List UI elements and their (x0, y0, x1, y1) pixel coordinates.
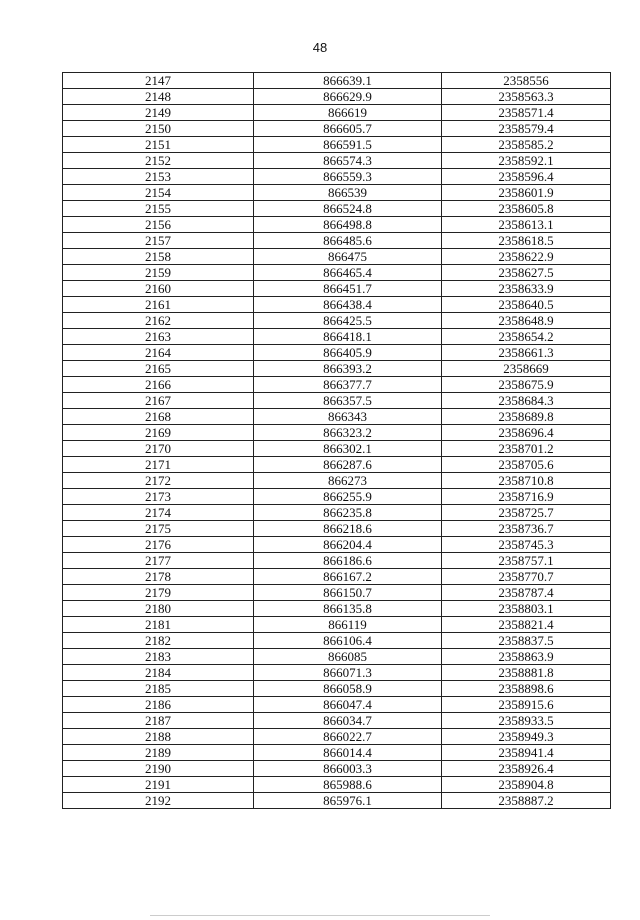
point-number-cell: 2154 (63, 185, 254, 201)
point-number-cell: 2190 (63, 761, 254, 777)
y-coordinate-cell: 2358787.4 (442, 585, 611, 601)
y-coordinate-cell: 2358898.6 (442, 681, 611, 697)
point-number-cell: 2192 (63, 793, 254, 809)
x-coordinate-cell: 866235.8 (254, 505, 442, 521)
x-coordinate-cell: 866498.8 (254, 217, 442, 233)
x-coordinate-cell: 866629.9 (254, 89, 442, 105)
y-coordinate-cell: 2358716.9 (442, 489, 611, 505)
x-coordinate-cell: 866343 (254, 409, 442, 425)
table-row (63, 553, 611, 569)
x-coordinate-cell: 866255.9 (254, 489, 442, 505)
x-coordinate-cell: 866047.4 (254, 697, 442, 713)
table-row (63, 89, 611, 105)
x-coordinate-cell: 866539 (254, 185, 442, 201)
x-coordinate-cell: 866022.7 (254, 729, 442, 745)
y-coordinate-cell: 2358949.3 (442, 729, 611, 745)
x-coordinate-cell: 866524.8 (254, 201, 442, 217)
table-row (63, 377, 611, 393)
y-coordinate-cell: 2358705.6 (442, 457, 611, 473)
point-number-cell: 2178 (63, 569, 254, 585)
point-number-cell: 2164 (63, 345, 254, 361)
x-coordinate-cell: 866438.4 (254, 297, 442, 313)
table-row (63, 617, 611, 633)
x-coordinate-cell: 865988.6 (254, 777, 442, 793)
x-coordinate-cell: 866273 (254, 473, 442, 489)
x-coordinate-cell: 866485.6 (254, 233, 442, 249)
y-coordinate-cell: 2358618.5 (442, 233, 611, 249)
x-coordinate-cell: 866405.9 (254, 345, 442, 361)
point-number-cell: 2163 (63, 329, 254, 345)
x-coordinate-cell: 866619 (254, 105, 442, 121)
point-number-cell: 2184 (63, 665, 254, 681)
y-coordinate-cell: 2358701.2 (442, 441, 611, 457)
x-coordinate-cell: 866451.7 (254, 281, 442, 297)
point-number-cell: 2169 (63, 425, 254, 441)
point-number-cell: 2167 (63, 393, 254, 409)
table-row (63, 521, 611, 537)
point-number-cell: 2185 (63, 681, 254, 697)
point-number-cell: 2191 (63, 777, 254, 793)
table-row (63, 201, 611, 217)
y-coordinate-cell: 2358933.5 (442, 713, 611, 729)
x-coordinate-cell: 866034.7 (254, 713, 442, 729)
x-coordinate-cell: 866204.4 (254, 537, 442, 553)
x-coordinate-cell: 866323.2 (254, 425, 442, 441)
y-coordinate-cell: 2358725.7 (442, 505, 611, 521)
y-coordinate-cell: 2358941.4 (442, 745, 611, 761)
y-coordinate-cell: 2358689.8 (442, 409, 611, 425)
y-coordinate-cell: 2358696.4 (442, 425, 611, 441)
point-number-cell: 2182 (63, 633, 254, 649)
y-coordinate-cell: 2358622.9 (442, 249, 611, 265)
table-row (63, 185, 611, 201)
x-coordinate-cell: 866003.3 (254, 761, 442, 777)
point-number-cell: 2162 (63, 313, 254, 329)
table-row (63, 729, 611, 745)
table-row (63, 313, 611, 329)
table-row (63, 425, 611, 441)
x-coordinate-cell: 866357.5 (254, 393, 442, 409)
table-row (63, 249, 611, 265)
point-number-cell: 2153 (63, 169, 254, 185)
table-row (63, 297, 611, 313)
table-row (63, 409, 611, 425)
y-coordinate-cell: 2358770.7 (442, 569, 611, 585)
table-row (63, 761, 611, 777)
point-number-cell: 2168 (63, 409, 254, 425)
table-row (63, 505, 611, 521)
table-row (63, 489, 611, 505)
table-row (63, 793, 611, 809)
table-row (63, 777, 611, 793)
x-coordinate-cell: 866302.1 (254, 441, 442, 457)
table-row (63, 345, 611, 361)
y-coordinate-cell: 2358633.9 (442, 281, 611, 297)
x-coordinate-cell: 866135.8 (254, 601, 442, 617)
table-row (63, 649, 611, 665)
table-row (63, 169, 611, 185)
y-coordinate-cell: 2358661.3 (442, 345, 611, 361)
x-coordinate-cell: 866085 (254, 649, 442, 665)
y-coordinate-cell: 2358556 (442, 73, 611, 89)
table-row (63, 329, 611, 345)
y-coordinate-cell: 2358592.1 (442, 153, 611, 169)
y-coordinate-cell: 2358915.6 (442, 697, 611, 713)
table-row (63, 633, 611, 649)
table-row (63, 665, 611, 681)
x-coordinate-cell: 866639.1 (254, 73, 442, 89)
table-row (63, 601, 611, 617)
y-coordinate-cell: 2358757.1 (442, 553, 611, 569)
x-coordinate-cell: 866167.2 (254, 569, 442, 585)
table-row (63, 457, 611, 473)
y-coordinate-cell: 2358579.4 (442, 121, 611, 137)
table-row (63, 745, 611, 761)
point-number-cell: 2172 (63, 473, 254, 489)
y-coordinate-cell: 2358684.3 (442, 393, 611, 409)
table-row (63, 441, 611, 457)
table-row (63, 537, 611, 553)
y-coordinate-cell: 2358904.8 (442, 777, 611, 793)
x-coordinate-cell: 866559.3 (254, 169, 442, 185)
coordinates-table (62, 72, 611, 809)
point-number-cell: 2148 (63, 89, 254, 105)
y-coordinate-cell: 2358803.1 (442, 601, 611, 617)
y-coordinate-cell: 2358585.2 (442, 137, 611, 153)
bottom-rule (150, 915, 490, 916)
point-number-cell: 2149 (63, 105, 254, 121)
point-number-cell: 2152 (63, 153, 254, 169)
x-coordinate-cell: 866591.5 (254, 137, 442, 153)
y-coordinate-cell: 2358654.2 (442, 329, 611, 345)
y-coordinate-cell: 2358596.4 (442, 169, 611, 185)
point-number-cell: 2174 (63, 505, 254, 521)
point-number-cell: 2175 (63, 521, 254, 537)
point-number-cell: 2157 (63, 233, 254, 249)
y-coordinate-cell: 2358863.9 (442, 649, 611, 665)
y-coordinate-cell: 2358669 (442, 361, 611, 377)
point-number-cell: 2179 (63, 585, 254, 601)
point-number-cell: 2156 (63, 217, 254, 233)
x-coordinate-cell: 865976.1 (254, 793, 442, 809)
table-row (63, 121, 611, 137)
point-number-cell: 2173 (63, 489, 254, 505)
x-coordinate-cell: 866150.7 (254, 585, 442, 601)
table-row (63, 585, 611, 601)
y-coordinate-cell: 2358627.5 (442, 265, 611, 281)
x-coordinate-cell: 866218.6 (254, 521, 442, 537)
table-row (63, 105, 611, 121)
point-number-cell: 2166 (63, 377, 254, 393)
x-coordinate-cell: 866106.4 (254, 633, 442, 649)
x-coordinate-cell: 866287.6 (254, 457, 442, 473)
y-coordinate-cell: 2358613.1 (442, 217, 611, 233)
x-coordinate-cell: 866465.4 (254, 265, 442, 281)
point-number-cell: 2160 (63, 281, 254, 297)
table-row (63, 697, 611, 713)
y-coordinate-cell: 2358605.8 (442, 201, 611, 217)
x-coordinate-cell: 866071.3 (254, 665, 442, 681)
x-coordinate-cell: 866186.6 (254, 553, 442, 569)
table-row (63, 153, 611, 169)
y-coordinate-cell: 2358926.4 (442, 761, 611, 777)
x-coordinate-cell: 866119 (254, 617, 442, 633)
y-coordinate-cell: 2358675.9 (442, 377, 611, 393)
table-row (63, 681, 611, 697)
point-number-cell: 2147 (63, 73, 254, 89)
y-coordinate-cell: 2358648.9 (442, 313, 611, 329)
point-number-cell: 2171 (63, 457, 254, 473)
point-number-cell: 2188 (63, 729, 254, 745)
point-number-cell: 2161 (63, 297, 254, 313)
point-number-cell: 2186 (63, 697, 254, 713)
point-number-cell: 2183 (63, 649, 254, 665)
y-coordinate-cell: 2358745.3 (442, 537, 611, 553)
x-coordinate-cell: 866418.1 (254, 329, 442, 345)
page-number: 48 (312, 40, 328, 55)
point-number-cell: 2150 (63, 121, 254, 137)
y-coordinate-cell: 2358736.7 (442, 521, 611, 537)
point-number-cell: 2176 (63, 537, 254, 553)
table-row (63, 73, 611, 89)
y-coordinate-cell: 2358601.9 (442, 185, 611, 201)
x-coordinate-cell: 866393.2 (254, 361, 442, 377)
coordinates-table-body (63, 73, 611, 809)
table-row (63, 393, 611, 409)
table-row (63, 233, 611, 249)
x-coordinate-cell: 866014.4 (254, 745, 442, 761)
x-coordinate-cell: 866574.3 (254, 153, 442, 169)
table-row (63, 713, 611, 729)
table-row (63, 137, 611, 153)
table-row (63, 473, 611, 489)
x-coordinate-cell: 866058.9 (254, 681, 442, 697)
y-coordinate-cell: 2358837.5 (442, 633, 611, 649)
table-row (63, 361, 611, 377)
x-coordinate-cell: 866377.7 (254, 377, 442, 393)
y-coordinate-cell: 2358710.8 (442, 473, 611, 489)
point-number-cell: 2165 (63, 361, 254, 377)
y-coordinate-cell: 2358563.3 (442, 89, 611, 105)
table-row (63, 265, 611, 281)
point-number-cell: 2158 (63, 249, 254, 265)
y-coordinate-cell: 2358821.4 (442, 617, 611, 633)
x-coordinate-cell: 866605.7 (254, 121, 442, 137)
point-number-cell: 2181 (63, 617, 254, 633)
point-number-cell: 2187 (63, 713, 254, 729)
point-number-cell: 2170 (63, 441, 254, 457)
point-number-cell: 2159 (63, 265, 254, 281)
point-number-cell: 2189 (63, 745, 254, 761)
table-row (63, 569, 611, 585)
y-coordinate-cell: 2358887.2 (442, 793, 611, 809)
table-row (63, 217, 611, 233)
point-number-cell: 2180 (63, 601, 254, 617)
y-coordinate-cell: 2358571.4 (442, 105, 611, 121)
point-number-cell: 2151 (63, 137, 254, 153)
x-coordinate-cell: 866425.5 (254, 313, 442, 329)
y-coordinate-cell: 2358881.8 (442, 665, 611, 681)
point-number-cell: 2155 (63, 201, 254, 217)
point-number-cell: 2177 (63, 553, 254, 569)
x-coordinate-cell: 866475 (254, 249, 442, 265)
table-row (63, 281, 611, 297)
y-coordinate-cell: 2358640.5 (442, 297, 611, 313)
